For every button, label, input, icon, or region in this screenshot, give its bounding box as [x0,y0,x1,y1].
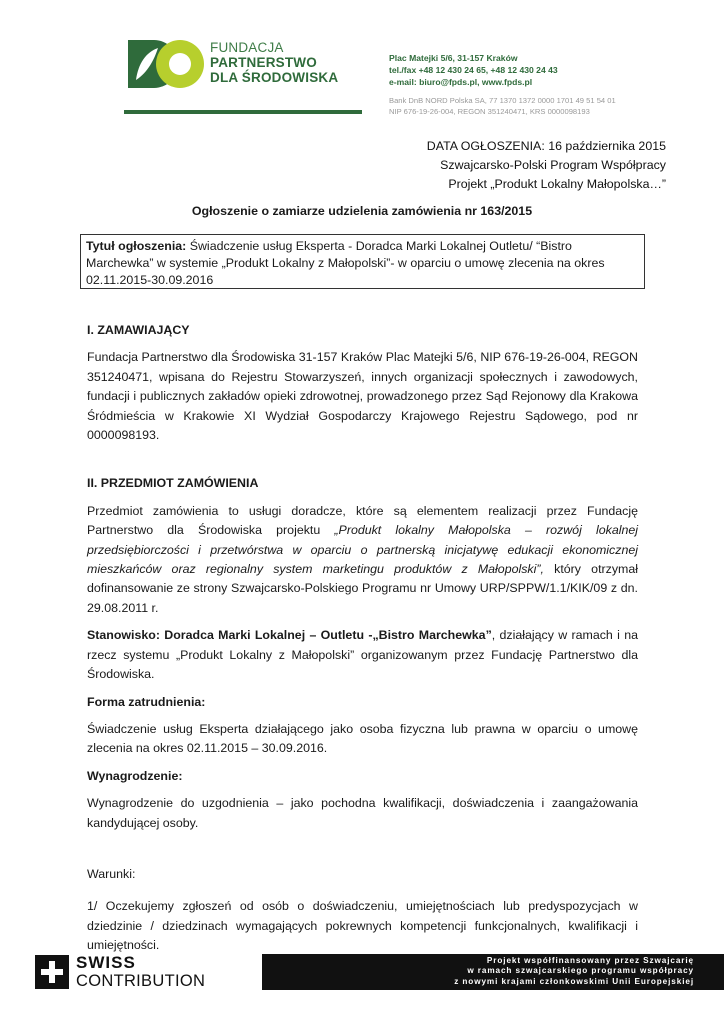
letterhead [0,0,724,120]
document-body [87,321,638,956]
address: Plac Matejki 5/6, 31-157 Kraków [389,53,518,63]
bank-account: Bank DnB NORD Polska SA, 77 1370 1372 0000 1701 49 51 54 01 [389,96,616,105]
cofinancing-line-1: Projekt współfinansowany przez Szwajcarię [486,956,694,965]
foundation-logo-icon [124,36,204,92]
project-name: Projekt „Produkt Lokalny Małopolska…” [448,177,666,191]
box-text: Świadczenie usług Eksperta - Doradca Marki Lokalnej Outletu/ “Bistro Marchewka” w systemie „Produkt Lokalny z Małopolski”- w oparciu o umowę zlecenia na okres 02.11.2015-30.09.2016 [86,239,605,288]
position-description: , działający w ramach i na rzecz systemu „Produkt Lokalny z Małopolski” organizowanym przez Fundację Partnerstwo dla Środowiska. [87,628,638,682]
logo-line-3: DLA ŚRODOWISKA [210,70,339,85]
email-link[interactable]: e-mail: biuro@fpds.pl, www.fpds.pl [389,77,533,88]
salary-label: Wynagrodzenie: [87,768,183,783]
page-title: Ogłoszenie o zamiarze udzielenia zamówienia nr 163/2015 [191,204,533,218]
salary-text: Wynagrodzenie do uzgodnienia – jako pochodna kwalifikacji, doświadczenia i zaangażowania kandydującej osoby. [87,796,638,830]
contribution-wordmark: CONTRIBUTION [76,972,206,990]
logo-underline [124,110,362,114]
section-text-zamawiajacy: Fundacja Partnerstwo dla Środowiska 31-157 Kraków Plac Matejki 5/6, NIP 676-19-26-004, REGON 351240471, wpisana do Rejestru Stowarzyszeń, innych organizacji społecznych i zawodowych, fundacji i publicznych zakładów opieki zdrowotnej, prowadzonego przez Sąd Rejonowy dla Krakowa Śródmieścia w Krakowie XI Wydział Gospodarczy Krajowego Rejestru Sądowego, pod nr 0000098193. [87,350,638,443]
bank-block [389,95,616,117]
position-paragraph [87,626,638,684]
announcement-date: DATA OGŁOSZENIA: 16 października 2015 [426,139,666,153]
project-full-title: „Produkt lokalny Małopolska – rozwój lokalnej przedsiębiorczości i przetwórstwa w oparciu o partnerską inicjatywę edukacji ekonomicznej mieszkańców oraz regionalny system marketingu produktów z Małopolski”, [87,523,639,577]
announcement-title-box [80,234,645,289]
registration-ids: NIP 676-19-26-004, REGON 351240471, KRS 0000098193 [389,107,590,116]
condition-1: 1/ Oczekujemy zgłoszeń od osób o doświadczeniu, umiejętnościach lub predyspozycjach w dziedzinie / dziedzinach wymagających pokrewnych kompetencji funkcjonalnych, kwalifikacji i umiejętności. [87,899,638,953]
conditions-label: Warunki: [87,866,136,881]
swiss-cross-icon [35,955,69,989]
logo-line-1: FUNDACJA [210,40,284,55]
section-text-przedmiot [87,502,638,618]
employment-form-text: Świadczenie usług Eksperta działającego jako osoba fizyczna lub prawna w oparciu o umowę zlecenia na okres 02.11.2015 – 30.09.2016. [87,721,638,756]
position-title: Stanowisko: Doradca Marki Lokalnej – Outletu -„Bistro Marchewka” [87,628,492,643]
announcement-meta [427,137,666,194]
logo-line-2: PARTNERSTWO [210,55,317,70]
swiss-wordmark: SWISS [76,953,136,972]
cofinancing-line-3: z nowymi krajami członkowskimi Unii Europejskiej [454,976,694,986]
employment-form-label: Forma zatrudnienia: [87,694,206,709]
cofinancing-line-2: w ramach szwajcarskiego programu współpracy [467,966,694,976]
przedmiot-text-b: który otrzymał dofinansowanie ze strony Szwajcarsko-Polskiego Programu nr Umowy URP/SPPW/1.1/KIK/09 z dn. 29.08.2011 r. [87,562,638,615]
przedmiot-text-a: Przedmiot zamówienia to usługi doradcze, które są elementem realizacji przez Fundację Partnerstwo dla Środowiska projektu [87,503,638,538]
box-label: Tytuł ogłoszenia: [86,239,187,253]
phone: tel./fax +48 12 430 24 65, +48 12 430 24 43 [389,65,558,76]
section-heading-przedmiot: II. PRZEDMIOT ZAMÓWIENIA [87,476,259,491]
cofinancing-banner [262,954,724,990]
program-name: Szwajcarsko-Polski Program Współpracy [440,158,666,172]
contact-block [389,52,558,89]
logo-wordmark [210,40,338,85]
section-heading-zamawiajacy: I. ZAMAWIAJĄCY [87,323,190,337]
